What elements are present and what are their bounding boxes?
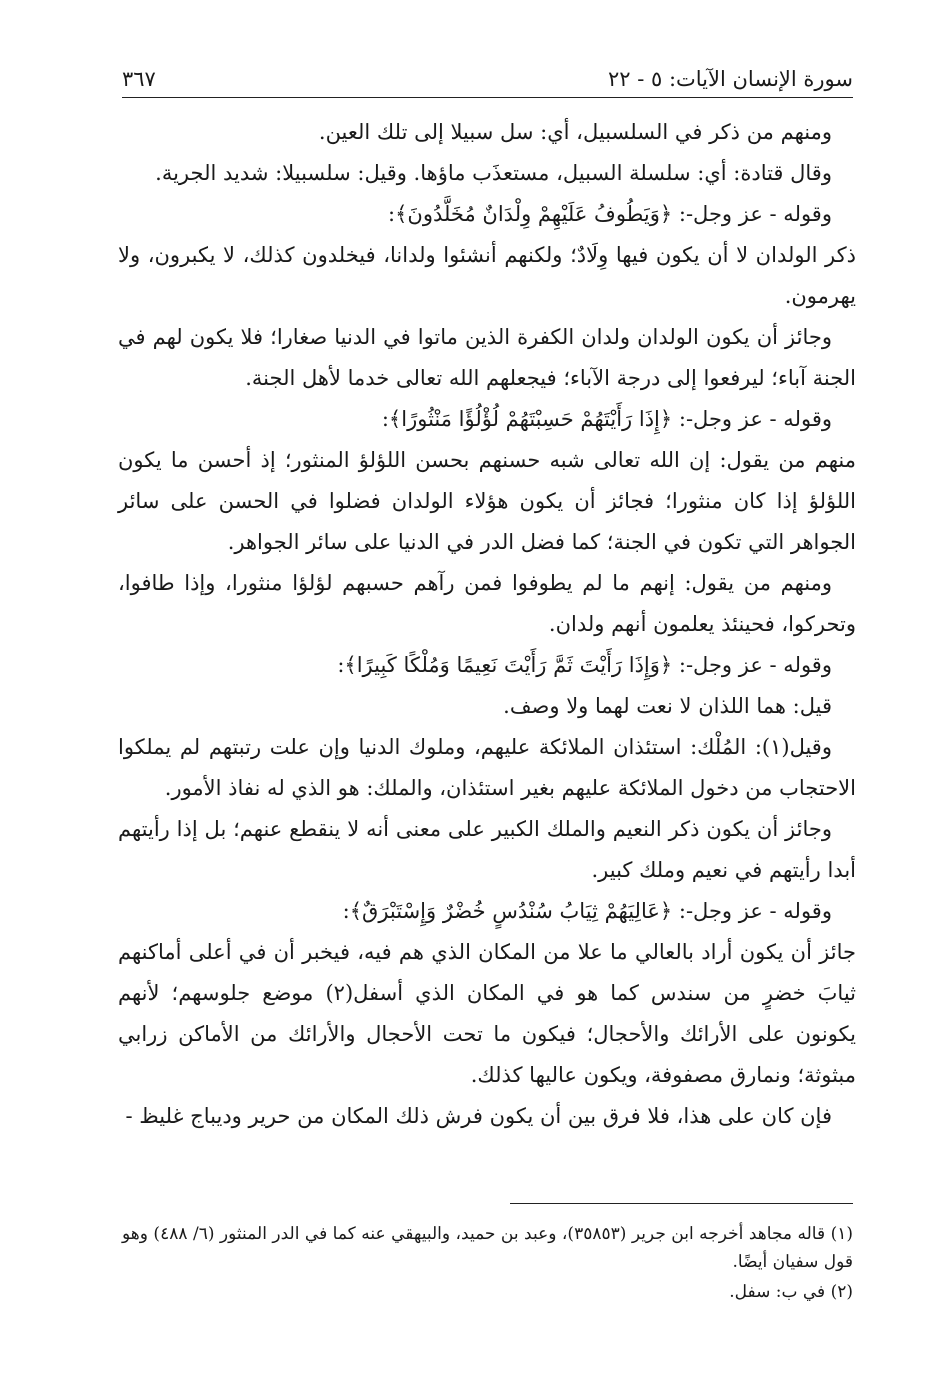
running-title: سورة الإنسان الآيات: ٥ - ٢٢ <box>607 67 853 91</box>
paragraph: وقال قتادة: أي: سلسلة السبيل، مستعذَب ماؤها. وقيل: سلسبيلا: شديد الجرية. <box>155 161 832 185</box>
footnote: (١) قاله مجاهد أخرجه ابن جرير (٣٥٨٥٣)، وعبد بن حميد، والبيهقي عنه كما في الدر المنثور (٦/ ٤٨٨) وهو قول سفيان أيضًا. <box>122 1224 853 1272</box>
page-number: ٣٦٧ <box>122 67 156 91</box>
verse-heading: وقوله - عز وجل-: ﴿عَالِيَهُمْ ثِيَابُ سُنْدُسٍ خُضْرٌ وَإِسْتَبْرَقٌ﴾: <box>342 899 832 923</box>
paragraph: ذكر الولدان لا أن يكون فيها وِلَادٌ؛ ولكنهم أنشئوا ولدانا، فيخلدون كذلك، لا يكبرون، ولا يهرمون. <box>118 243 856 308</box>
paragraph: وجائز أن يكون الولدان ولدان الكفرة الذين ماتوا في الدنيا صغارا؛ فلا يكون لهم في الجنة آباء؛ ليرفعوا إلى درجة الآباء؛ فيجعلهم الله تعالى خدما لأهل الجنة. <box>118 325 856 390</box>
paragraph: ومنهم من ذكر في السلسبيل، أي: سل سبيلا إلى تلك العين. <box>318 120 832 144</box>
paragraph: وقيل(١): المُلْك: استئذان الملائكة عليهم، وملوك الدنيا وإن علت رتبتهم لم يملكوا الاحتجاب من دخول الملائكة عليهم بغير استئذان، والملك: هو الذي له نفاذ الأمور. <box>118 735 856 800</box>
verse-heading: وقوله - عز وجل-: ﴿وَيَطُوفُ عَلَيْهِمْ وِلْدَانٌ مُخَلَّدُونَ﴾: <box>388 202 832 226</box>
paragraph: فإن كان على هذا، فلا فرق بين أن يكون فرش ذلك المكان من حرير وديباج غليظ - <box>125 1104 832 1128</box>
page-header <box>122 52 853 98</box>
paragraph: وجائز أن يكون ذكر النعيم والملك الكبير على معنى أنه لا ينقطع عنهم؛ بل إذا رأيتهم أبدا رأيتهم في نعيم وملك كبير. <box>118 817 856 882</box>
paragraph: منهم من يقول: إن الله تعالى شبه حسنهم بحسن اللؤلؤ المنثور؛ إذ أحسن ما يكون اللؤلؤ إذا كان منثورا؛ فجائز أن يكون هؤلاء الولدان فضلوا في الحسن على سائر الجواهر التي تكون في الجنة؛ كما فضل الدر في الدنيا على سائر الجواهر. <box>118 448 856 554</box>
verse-heading: وقوله - عز وجل-: ﴿إِذَا رَأَيْتَهُمْ حَسِبْتَهُمْ لُؤْلُؤًا مَنْثُورًا﴾: <box>381 407 832 431</box>
paragraph: جائز أن يكون أراد بالعالي ما علا من المكان الذي هم فيه، فيخبر أن في أعلى أماكنهم ثيابَ خضرٍ من سندس كما هو في المكان الذي أسفل(٢) موضع جلوسهم؛ لأنهم يكونون على الأرائك والأحجال؛ فيكون ما تحت الأحجال والأرائك من الأماكن زرابي مبثوثة؛ ونمارق مصفوفة، ويكون عاليها كذلك. <box>118 940 857 1087</box>
paragraph: ومنهم من يقول: إنهم ما لم يطوفوا فمن رآهم حسبهم لؤلؤا منثورا، وإذا طافوا، وتحركوا، فحينئذ يعلمون أنهم ولدان. <box>118 571 856 636</box>
verse-heading: وقوله - عز وجل-: ﴿وَإِذَا رَأَيْتَ ثَمَّ رَأَيْتَ نَعِيمًا وَمُلْكًا كَبِيرًا﴾: <box>337 653 832 677</box>
footnote-divider <box>510 1203 853 1204</box>
footnote: (٢) في ب: سفل. <box>729 1282 853 1302</box>
main-text <box>118 112 856 1137</box>
paragraph: قيل: هما اللذان لا نعت لهما ولا وصف. <box>503 694 832 718</box>
footnotes <box>122 1220 853 1308</box>
